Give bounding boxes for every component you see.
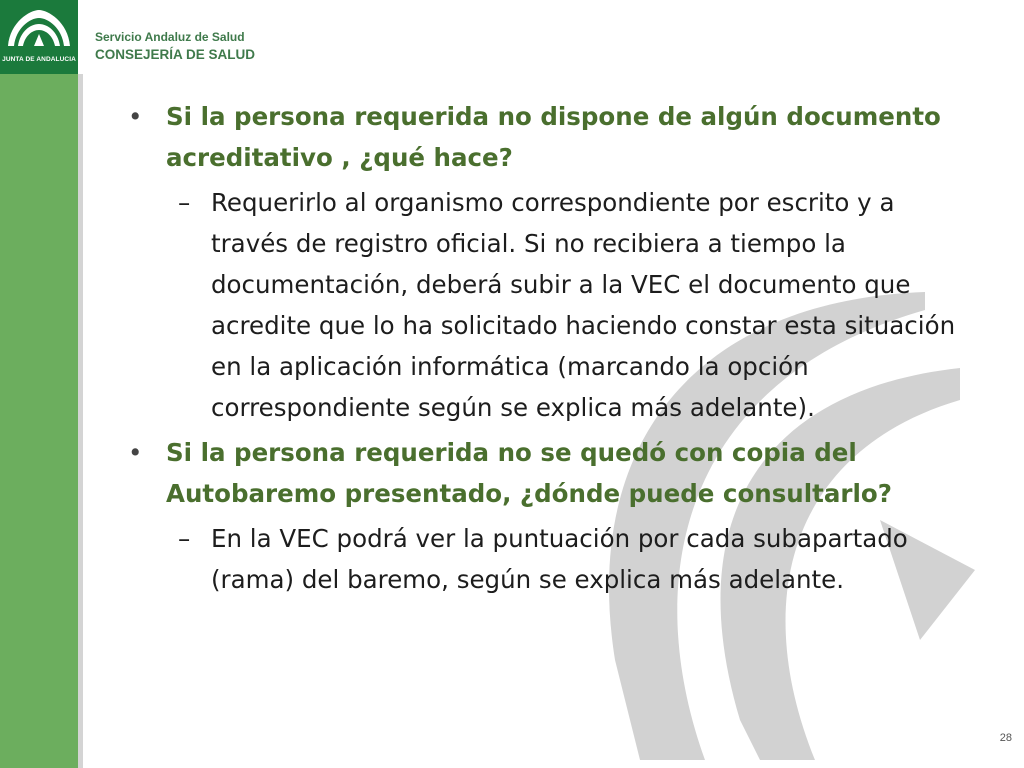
dash-marker: – bbox=[178, 524, 191, 553]
dash-marker: – bbox=[178, 188, 191, 217]
org-service-name: Servicio Andaluz de Salud bbox=[95, 30, 245, 44]
question-bullet-2 bbox=[128, 432, 958, 514]
bullet-marker: • bbox=[128, 102, 143, 131]
question-bullet-1 bbox=[128, 96, 958, 178]
organization-header bbox=[95, 29, 255, 63]
answer-item-1 bbox=[128, 182, 958, 428]
answer-item-2 bbox=[128, 518, 958, 600]
slide-content bbox=[128, 96, 958, 604]
question-text: Si la persona requerida no dispone de algún documento acreditativo , ¿qué hace? bbox=[166, 102, 941, 172]
page-number: 28 bbox=[999, 732, 1012, 744]
answer-text: Requerirlo al organismo correspondiente por escrito y a través de registro oficial. Si no recibiera a tiempo la documentación, deberá subir a la VEC el documento que acredite que lo ha solicitado haciendo constar esta situación en la aplicación informática (marcando la opción correspondiente según se explica más adelante). bbox=[211, 188, 956, 422]
bullet-marker: • bbox=[128, 438, 143, 467]
org-ministry-name: CONSEJERÍA DE SALUD bbox=[95, 47, 256, 62]
answer-text: En la VEC podrá ver la puntuación por cada subapartado (rama) del baremo, según se explica más adelante. bbox=[211, 524, 908, 594]
junta-de-andalucia-logo bbox=[0, 0, 78, 74]
question-text: Si la persona requerida no se quedó con copia del Autobaremo presentado, ¿dónde puede consultarlo? bbox=[166, 438, 892, 508]
logo-caption: JUNTA DE ANDALUCIA bbox=[2, 56, 76, 63]
